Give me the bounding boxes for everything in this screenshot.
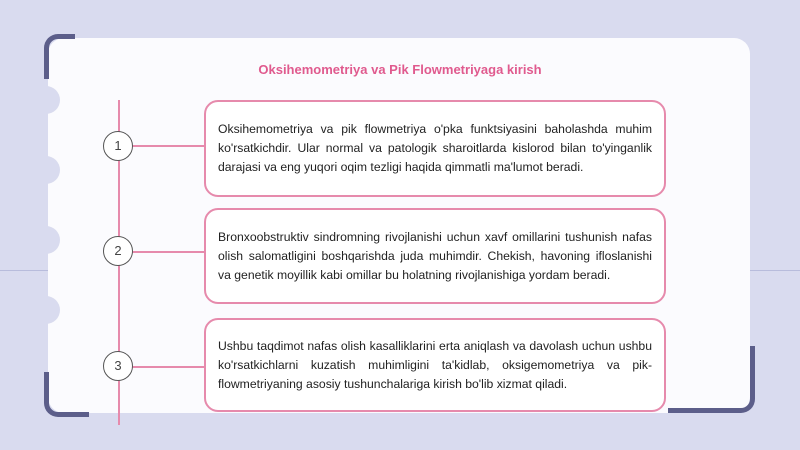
- step-number-2: 2: [103, 236, 133, 266]
- step-text-3: Ushbu taqdimot nafas olish kasalliklarini erta aniqlash va davolash uchun ushbu ko'rsatkichlarni kuzatish muhimligini ta'kidlab, oksigemometriya va pik-flowmetriyaning asosiy tushunchalariga kirish bo'lib xizmat qiladi.: [218, 338, 652, 391]
- corner-bracket-bottom-right: [668, 346, 755, 413]
- step-box-2: [204, 208, 666, 304]
- corner-bracket-bottom-left: [44, 372, 89, 417]
- timeline-connector: [132, 251, 204, 253]
- step-number-3: 3: [103, 351, 133, 381]
- step-number-1: 1: [103, 131, 133, 161]
- slide-title: Oksihemometriya va Pik Flowmetriyaga kirish: [258, 62, 542, 77]
- step-text-2: Bronxoobstruktiv sindromning rivojlanishi uchun xavf omillarini tushunish nafas olish salomatligini boshqarishda juda muhimdir. Chekish, havoning ifloslanishi va genetik moyillik kabi omillar bu holatning rivojlanishiga yordam beradi.: [218, 229, 652, 282]
- step-box-1: [204, 100, 666, 197]
- timeline-connector: [132, 366, 204, 368]
- step-box-3: [204, 318, 666, 412]
- step-text-1: Oksihemometriya va pik flowmetriya o'pka funktsiyasini baholashda muhim ko'rsatkichdir. Ular normal va patologik sharoitlarda kislorod bilan to'yinganlik darajasi va eng yuqori oqim tezligi haqida qimmatli ma'lumot beradi.: [218, 122, 652, 174]
- timeline-connector: [132, 145, 204, 147]
